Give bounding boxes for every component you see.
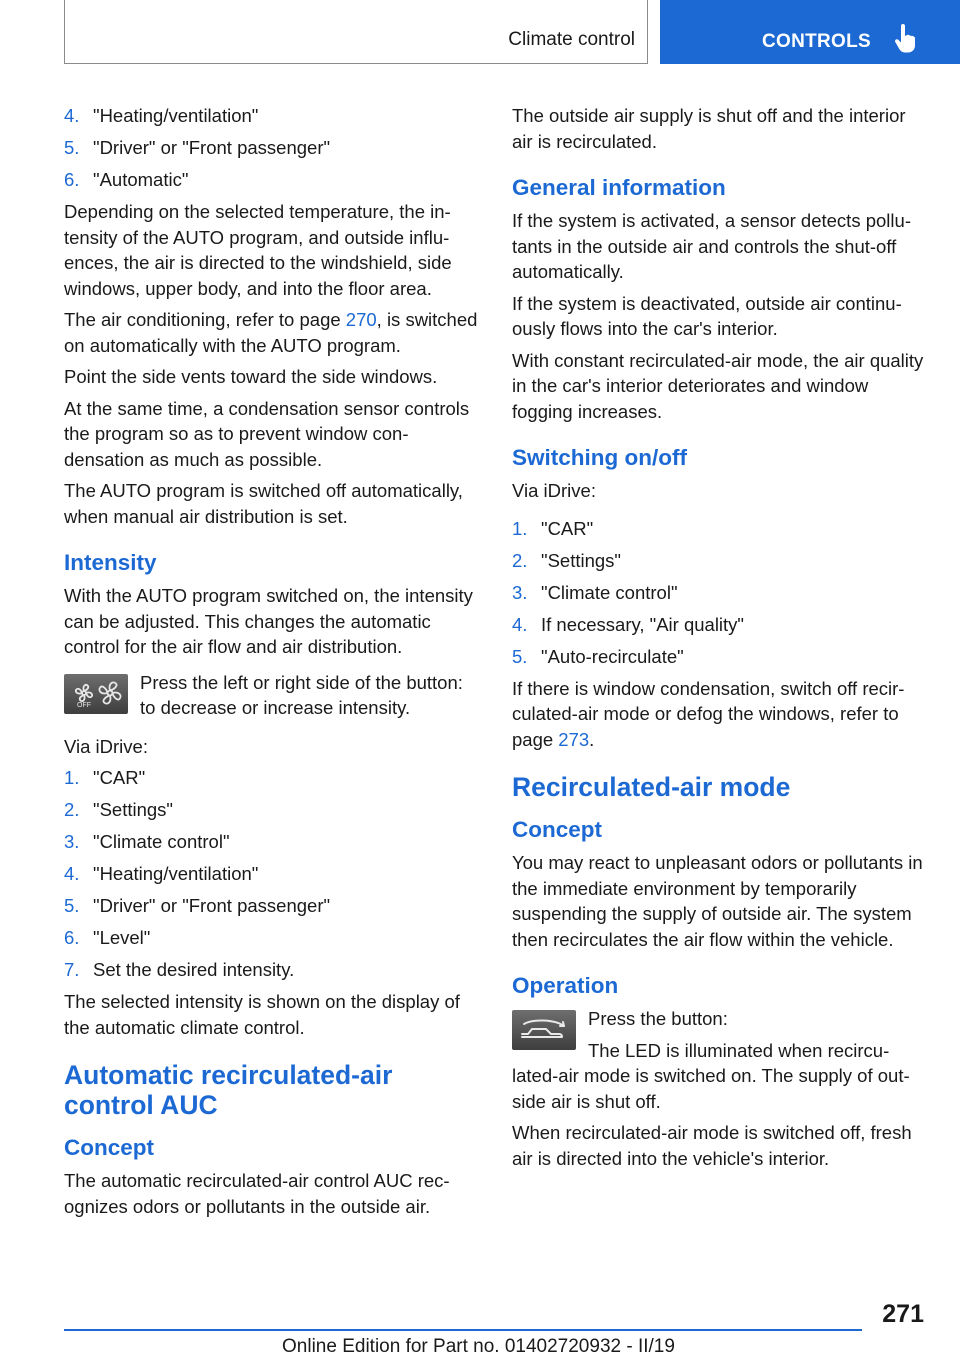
list-item: 5. "Auto-recirculate" bbox=[512, 645, 684, 667]
heading-intensity: Intensity bbox=[64, 550, 157, 575]
list-item: 3. "Climate control" bbox=[64, 831, 230, 852]
paragraph: Depending on the selected temperature, the intensity of the AUTO program, and outside influences, the air is directed to the windshield, side windows, upper body, and into the floor area. bbox=[64, 201, 452, 299]
list-item: 5. "Driver" or "Front passenger" bbox=[64, 137, 331, 158]
paragraph: Via iDrive: bbox=[64, 735, 148, 757]
chapter-title: CONTROLS bbox=[762, 31, 872, 52]
header-section-box bbox=[64, 0, 648, 64]
paragraph: The AUTO program is switched off automatically, when manual air distribution is set. bbox=[64, 480, 463, 527]
heading-switching: Switching on/off bbox=[512, 445, 687, 470]
heading-general-information: General information bbox=[512, 175, 726, 200]
page-number: 271 bbox=[882, 1300, 924, 1328]
heading-auc: Automatic recirculated-air control AUC bbox=[64, 1060, 393, 1120]
list-item: 4. If necessary, "Air quality" bbox=[512, 613, 745, 635]
paragraph: With constant recirculated-air mode, the air quality in the car's interior deteriorates and window fogging increases. bbox=[512, 349, 924, 422]
list-item: 7. Set the desired intensity. bbox=[64, 959, 295, 980]
button-illustration bbox=[64, 670, 480, 722]
fan-button-icon bbox=[64, 674, 128, 714]
paragraph: The automatic recirculated-air control AUC recognizes odors or pollutants in the outside air. bbox=[64, 1170, 450, 1217]
left-column bbox=[64, 103, 480, 1225]
right-column bbox=[512, 103, 928, 1177]
paragraph: If the system is activated, a sensor detects pollutants in the outside air and controls the shut-off automatically. bbox=[512, 210, 911, 282]
heading-concept: Concept bbox=[512, 817, 602, 842]
paragraph: With the AUTO program switched on, the intensity can be adjusted. This changes the automatic control for the air flow and air distribution. bbox=[64, 585, 473, 657]
heading-concept: Concept bbox=[64, 1135, 154, 1160]
paragraph: Press the button: bbox=[588, 1008, 728, 1029]
page-link-273[interactable]: 273 bbox=[558, 728, 590, 750]
list-item: 6. "Level" bbox=[64, 927, 151, 948]
list-item: 1. "CAR" bbox=[64, 767, 146, 788]
list-item: 2. "Settings" bbox=[512, 549, 621, 571]
recirculation-button-icon bbox=[512, 1010, 576, 1050]
paragraph: The LED is illuminated when recirculated-air mode is switched on. The supply of outside air is shut off. bbox=[512, 1039, 910, 1112]
list-item: 4. "Heating/ventilation" bbox=[64, 105, 259, 126]
heading-recirculated-air-mode: Recirculated-air mode bbox=[512, 772, 791, 802]
svg-text:OFF: OFF bbox=[77, 701, 91, 709]
paragraph: At the same time, a condensation sensor controls the program so as to prevent window condensation as much as possible. bbox=[64, 397, 470, 470]
paragraph: The selected intensity is shown on the display of the automatic climate control. bbox=[64, 991, 460, 1038]
footer-divider bbox=[64, 1329, 862, 1331]
paragraph: The air conditioning, refer to page 270, is switched on automatically with the AUTO program. bbox=[64, 309, 478, 356]
paragraph: You may react to unpleasant odors or pollutants in the immediate environment by temporarily suspending the supply of outside air. The system then recirculates the air flow within the vehicle. bbox=[512, 852, 923, 950]
paragraph: When recirculated-air mode is switched off, fresh air is directed into the vehicle's interior. bbox=[512, 1122, 912, 1169]
paragraph: If there is window condensation, switch off recirculated-air mode or defog the windows, refer to page 273. bbox=[512, 677, 905, 750]
paragraph: If the system is deactivated, outside air continuously flows into the car's interior. bbox=[512, 292, 902, 339]
list-item: 6. "Automatic" bbox=[64, 169, 189, 190]
list-item: 5. "Driver" or "Front passenger" bbox=[64, 895, 331, 916]
paragraph: The outside air supply is shut off and the interior air is recirculated. bbox=[512, 105, 906, 152]
list-item: 3. "Climate control" bbox=[512, 581, 678, 603]
list-item: 1. "CAR" bbox=[512, 517, 594, 539]
section-title: Climate control bbox=[508, 29, 635, 50]
paragraph: Via iDrive: bbox=[512, 480, 596, 501]
paragraph: Point the side vents toward the side windows. bbox=[64, 366, 438, 387]
list-item: 4. "Heating/ventilation" bbox=[64, 863, 259, 884]
header-chapter-tab[interactable] bbox=[660, 0, 960, 64]
list-item: 2. "Settings" bbox=[64, 799, 173, 820]
footer-edition: Online Edition for Part no. 01402720932 - II/19 bbox=[282, 1336, 675, 1357]
hand-pointer-icon bbox=[894, 24, 918, 54]
page-link-270[interactable]: 270 bbox=[345, 309, 377, 330]
heading-operation: Operation bbox=[512, 973, 619, 998]
button-instruction: Press the left or right side of the button: to decrease or increase intensity. bbox=[140, 671, 463, 718]
